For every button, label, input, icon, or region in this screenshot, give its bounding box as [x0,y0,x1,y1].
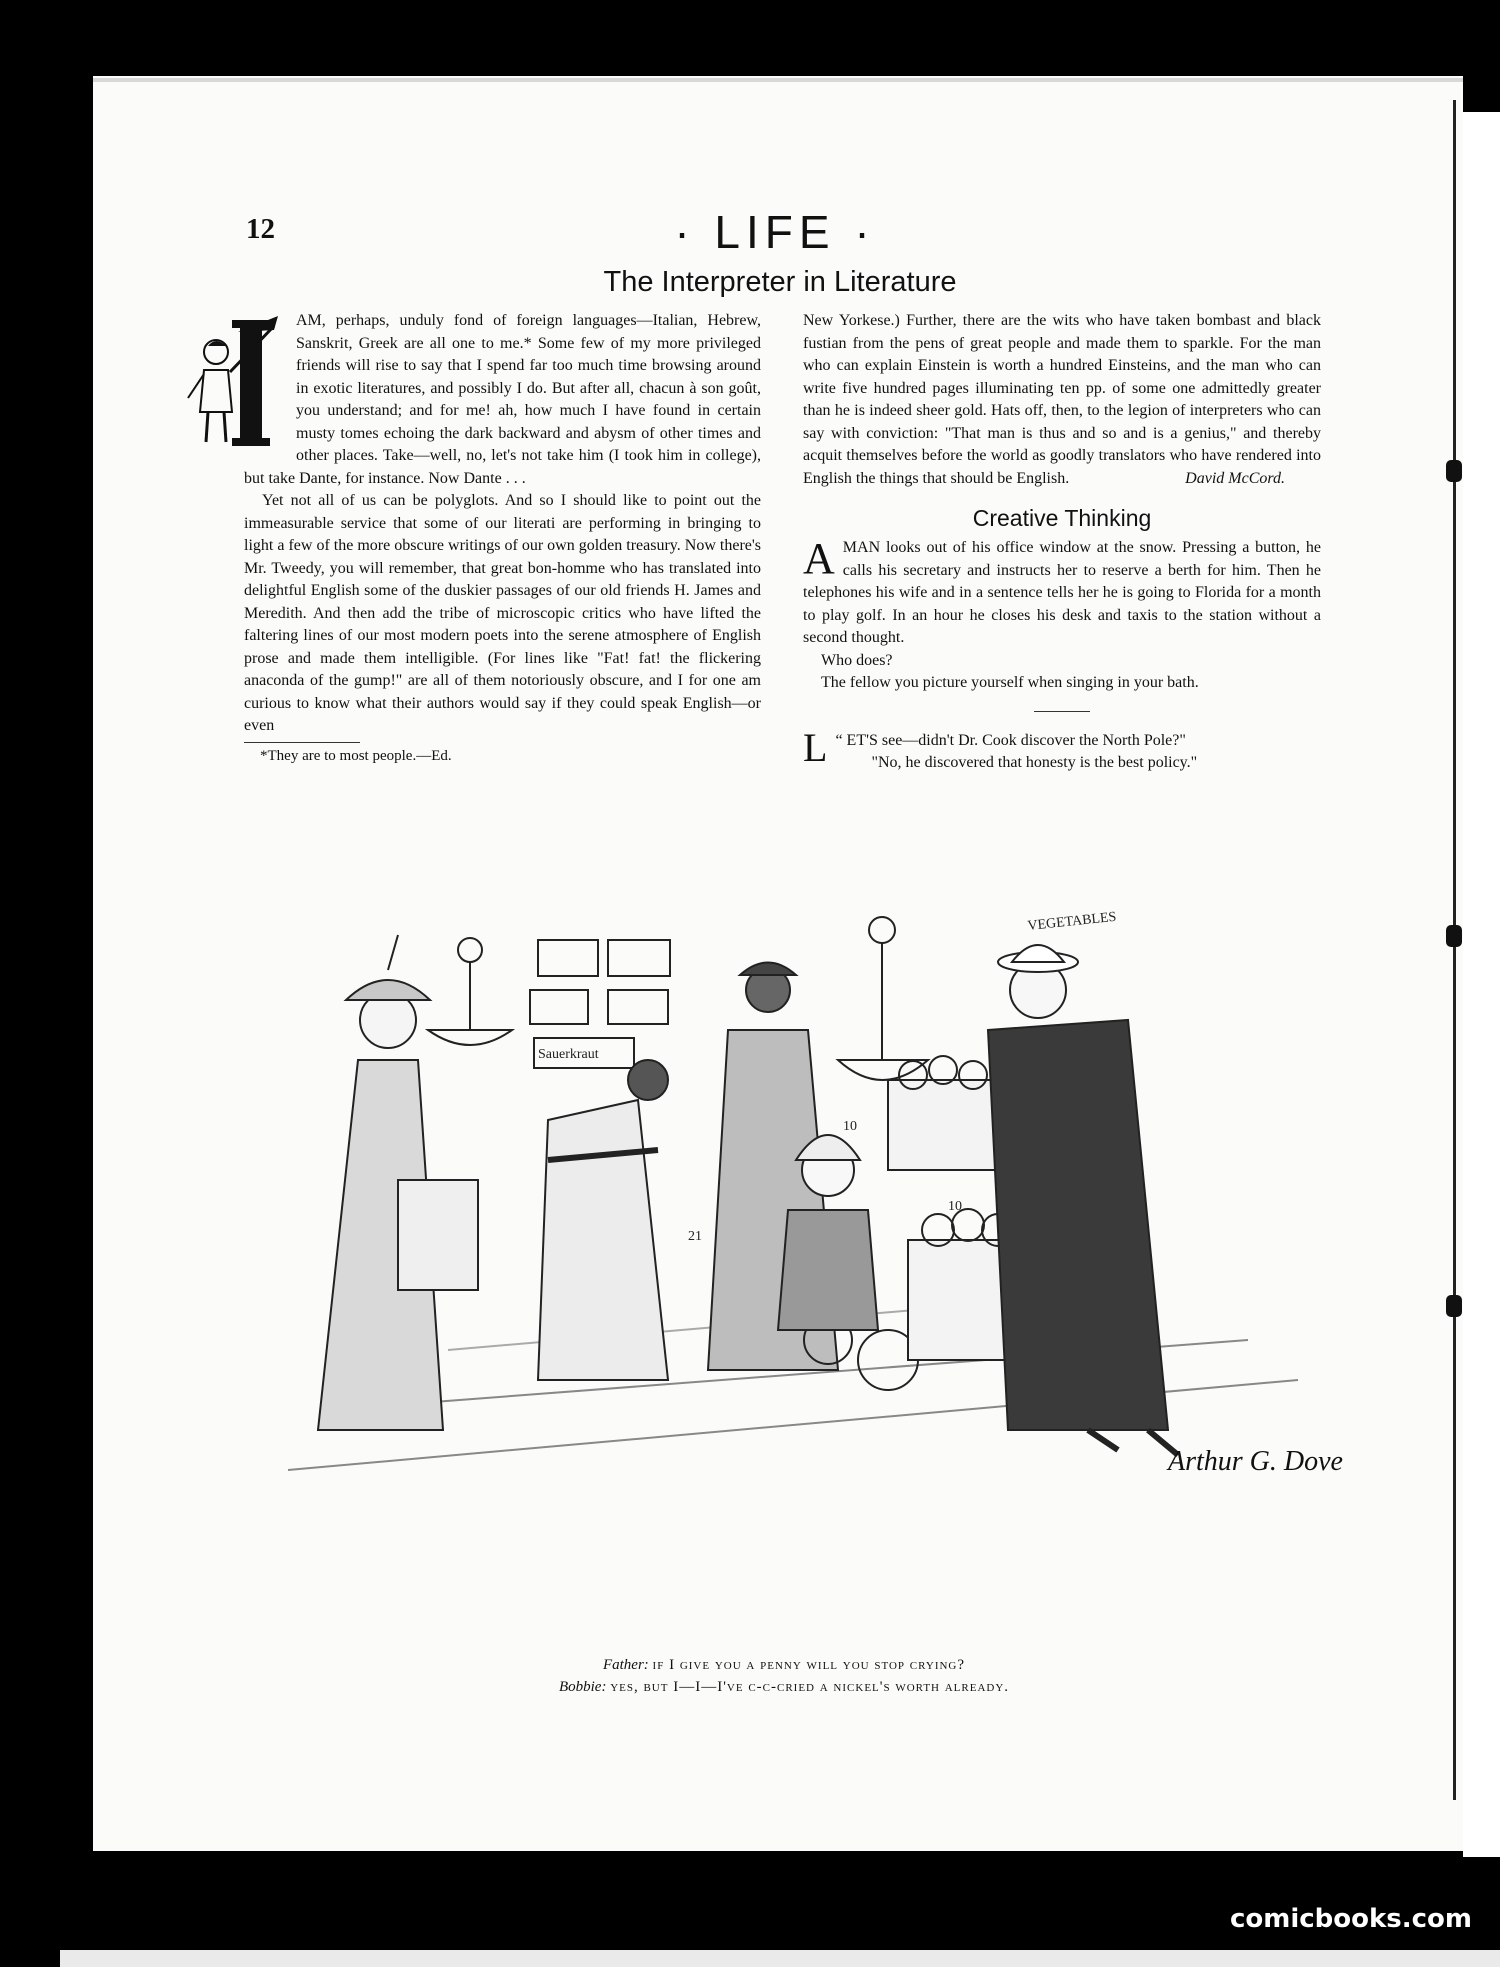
article-paragraph: Yet not all of us can be polyglots. And so I should like to point out the immeasurable service that some of our literati are performing in bringing to light a few of the more obscure writings of our own golden treasury. Now there's Mr. Tweedy, you will remember, that great bon-homme who has translated into delightful English some of the duskier passages of our old friends H. James and Meredith. And then add the tribe of microscopic critics who have lifted the faltering lines of our most modern poets into the serene atmosphere of English prose and made them intelligible. (For lines like "Fat! fat! the flickering anaconda of the gump!" are all of them notoriously obscure, and I for one am curious to know what their authors would say if they could speak English—or even [244,492,761,734]
article-paragraph: AM, perhaps, unduly fond of foreign languages—Italian, Hebrew, Sanskrit, Greek are all one to me.* Some few of my more privileged friends will rise to say that I spend far too much time browsing around in exotic literatures, and possibly I do. But after all, chacun à son goût, you understand; and for me! ah, how much I have found in certain musty tomes echoing the dark backward and abysm of other times and other places. Take—well, no, let's not take him (I took him in college), but take Dante, for instance. Now Dante . . . [244,312,761,487]
artist-signature: Arthur G. Dove [1168,1446,1343,1477]
drop-cap: A [803,534,835,583]
price-tag: 21 [688,1229,702,1244]
caption-line: yes, but I—I—I've c-c-cried a nickel's worth already. [610,1679,1010,1695]
caption-line: if I give you a penny will you stop crying? [652,1657,966,1673]
page-edge [93,78,1463,82]
article-title: The Interpreter in Literature [603,266,957,298]
article-paragraph: The fellow you picture yourself when singing in your bath. [821,674,1199,691]
binding-knot [1446,1295,1462,1317]
divider [1034,711,1090,712]
next-page-edge [60,1950,1500,1967]
binding-knot [1446,925,1462,947]
joke-line: ET'S see—didn't Dr. Cook discover the North Pole?" [846,731,1186,749]
cartoon-caption [248,1654,1320,1698]
facing-page-strip [1463,112,1500,1857]
article-paragraph: New Yorkese.) Further, there are the wits who have taken bombast and black fustian from the pens of great people and made them to sparkle. For the man who can explain Einstein is worth a hundred Einsteins, and the man who can write five hundred pages illuminating ten pp. of some one admittedly greater than he is indeed sheer gold. Hats off, then, to the legion of interpreters who can say with conviction: "That man is thus and so and is a genius," and thereby acquit themselves before the world as goodly translators who have rendered into English the things that should be English. [803,312,1321,487]
open-quote: “ [835,731,843,749]
store-sign: Sauerkraut [538,1047,599,1062]
cartoon-illustration [248,909,1343,1490]
price-tag: 10 [843,1119,857,1134]
article-paragraph: MAN looks out of his office window at the snow. Pressing a button, he calls his secretary and instructs her to reserve a berth for him. Then he telephones his wife and in a sentence tells her he is going to Florida for a month to play golf. In an hour he closes his desk and taxis to the station without a second thought. [803,539,1321,646]
footnote: *They are to most people.—Ed. [244,742,360,768]
binding-knot [1446,460,1462,482]
store-sign: VEGETABLES [1026,909,1118,934]
left-column [244,310,761,767]
binding-gutter [1453,100,1456,1800]
illustrated-initial-i [178,312,284,450]
drop-cap: L [803,724,828,770]
joke-line: "No, he discovered that honesty is the best policy." [871,754,1198,771]
article-paragraph: Who does? [821,651,893,669]
caption-speaker: Father: [602,1657,649,1673]
section-title: Creative Thinking [972,504,1152,531]
byline: David McCord. [1185,470,1285,487]
masthead: · LIFE · [674,206,876,258]
right-column [803,310,1321,775]
price-tag: 10 [948,1199,962,1214]
page-number: 12 [246,213,275,245]
watermark: comicbooks.com [1229,1904,1472,1934]
caption-speaker: Bobbie: [558,1679,607,1695]
